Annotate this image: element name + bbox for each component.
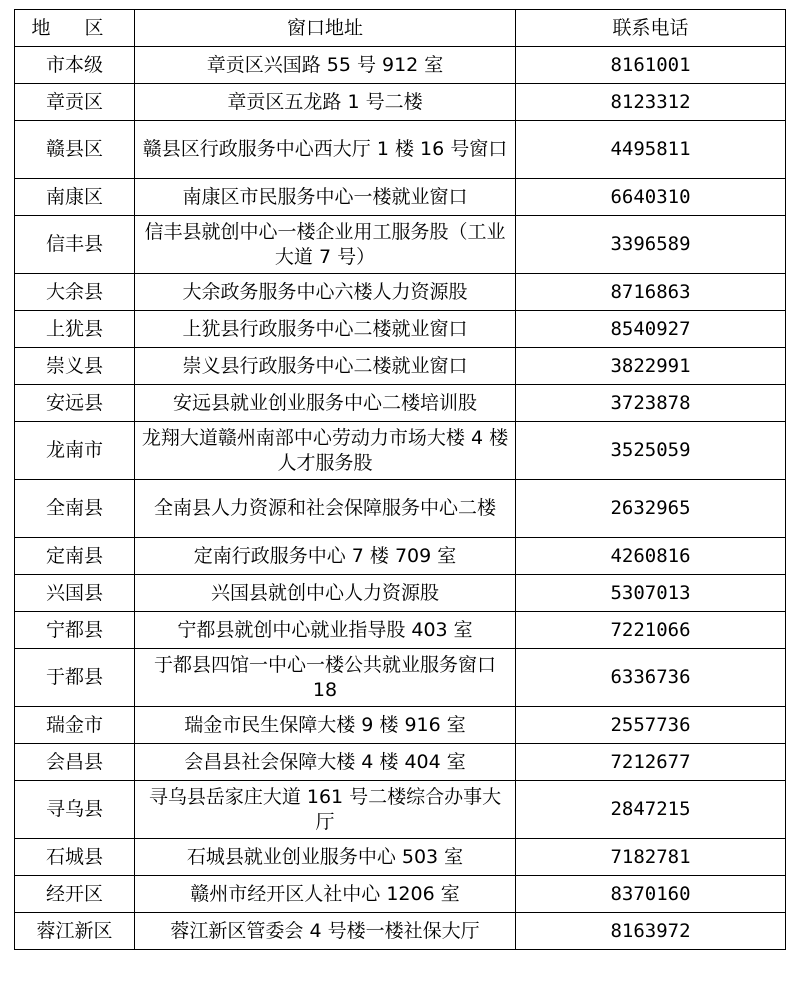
district-cell: 于都县	[15, 649, 135, 707]
table-row	[15, 480, 786, 538]
phone-cell: 8540927	[516, 311, 786, 348]
district-cell: 石城县	[15, 839, 135, 876]
phone-cell: 7221066	[516, 612, 786, 649]
address-cell: 南康区市民服务中心一楼就业窗口	[135, 179, 516, 216]
address-cell: 定南行政服务中心 7 楼 709 室	[135, 538, 516, 575]
address-cell: 宁都县就创中心就业指导股 403 室	[135, 612, 516, 649]
address-cell: 蓉江新区管委会 4 号楼一楼社保大厅	[135, 913, 516, 950]
phone-cell: 2632965	[516, 480, 786, 538]
table-row	[15, 538, 786, 575]
district-cell: 龙南市	[15, 422, 135, 480]
table-row	[15, 612, 786, 649]
table-row	[15, 422, 786, 480]
address-cell: 兴国县就创中心人力资源股	[135, 575, 516, 612]
address-cell: 会昌县社会保障大楼 4 楼 404 室	[135, 744, 516, 781]
phone-cell: 8716863	[516, 274, 786, 311]
address-cell: 赣县区行政服务中心西大厅 1 楼 16 号窗口	[135, 121, 516, 179]
district-cell: 赣县区	[15, 121, 135, 179]
table-row	[15, 744, 786, 781]
phone-cell: 2847215	[516, 781, 786, 839]
district-cell: 经开区	[15, 876, 135, 913]
window-contact-table	[14, 9, 786, 950]
district-cell: 崇义县	[15, 348, 135, 385]
address-cell: 章贡区兴国路 55 号 912 室	[135, 47, 516, 84]
header-address: 窗口地址	[135, 10, 516, 47]
phone-cell: 4495811	[516, 121, 786, 179]
phone-cell: 6336736	[516, 649, 786, 707]
phone-cell: 6640310	[516, 179, 786, 216]
phone-cell: 7182781	[516, 839, 786, 876]
header-phone: 联系电话	[516, 10, 786, 47]
address-cell: 龙翔大道赣州南部中心劳动力市场大楼 4 楼人才服务股	[135, 422, 516, 480]
address-cell: 于都县四馆一中心一楼公共就业服务窗口 18	[135, 649, 516, 707]
phone-cell: 3723878	[516, 385, 786, 422]
phone-cell: 5307013	[516, 575, 786, 612]
district-cell: 兴国县	[15, 575, 135, 612]
address-cell: 大余政务服务中心六楼人力资源股	[135, 274, 516, 311]
table-row	[15, 876, 786, 913]
district-cell: 定南县	[15, 538, 135, 575]
address-cell: 上犹县行政服务中心二楼就业窗口	[135, 311, 516, 348]
address-cell: 寻乌县岳家庄大道 161 号二楼综合办事大厅	[135, 781, 516, 839]
phone-cell: 4260816	[516, 538, 786, 575]
table-row	[15, 707, 786, 744]
phone-cell: 8123312	[516, 84, 786, 121]
table-row	[15, 47, 786, 84]
phone-cell: 8161001	[516, 47, 786, 84]
phone-cell: 8370160	[516, 876, 786, 913]
address-cell: 安远县就业创业服务中心二楼培训股	[135, 385, 516, 422]
phone-cell: 8163972	[516, 913, 786, 950]
phone-cell: 3525059	[516, 422, 786, 480]
table-row	[15, 121, 786, 179]
district-cell: 会昌县	[15, 744, 135, 781]
address-cell: 石城县就业创业服务中心 503 室	[135, 839, 516, 876]
table-row	[15, 839, 786, 876]
table-row	[15, 913, 786, 950]
table-row	[15, 216, 786, 274]
table-row	[15, 385, 786, 422]
table-row	[15, 274, 786, 311]
phone-cell: 3396589	[516, 216, 786, 274]
table-header-row	[15, 10, 786, 47]
address-cell: 全南县人力资源和社会保障服务中心二楼	[135, 480, 516, 538]
table-row	[15, 649, 786, 707]
table-row	[15, 84, 786, 121]
table-row	[15, 575, 786, 612]
table-row	[15, 311, 786, 348]
district-cell: 章贡区	[15, 84, 135, 121]
district-cell: 市本级	[15, 47, 135, 84]
table-row	[15, 348, 786, 385]
table-row	[15, 781, 786, 839]
phone-cell: 7212677	[516, 744, 786, 781]
header-district: 地 区	[15, 10, 135, 47]
address-cell: 信丰县就创中心一楼企业用工服务股（工业大道 7 号）	[135, 216, 516, 274]
address-cell: 崇义县行政服务中心二楼就业窗口	[135, 348, 516, 385]
district-cell: 全南县	[15, 480, 135, 538]
address-cell: 章贡区五龙路 1 号二楼	[135, 84, 516, 121]
district-cell: 信丰县	[15, 216, 135, 274]
district-cell: 安远县	[15, 385, 135, 422]
district-cell: 上犹县	[15, 311, 135, 348]
district-cell: 宁都县	[15, 612, 135, 649]
table-row	[15, 179, 786, 216]
phone-cell: 2557736	[516, 707, 786, 744]
district-cell: 寻乌县	[15, 781, 135, 839]
address-cell: 瑞金市民生保障大楼 9 楼 916 室	[135, 707, 516, 744]
district-cell: 南康区	[15, 179, 135, 216]
address-cell: 赣州市经开区人社中心 1206 室	[135, 876, 516, 913]
phone-cell: 3822991	[516, 348, 786, 385]
district-cell: 大余县	[15, 274, 135, 311]
district-cell: 蓉江新区	[15, 913, 135, 950]
district-cell: 瑞金市	[15, 707, 135, 744]
